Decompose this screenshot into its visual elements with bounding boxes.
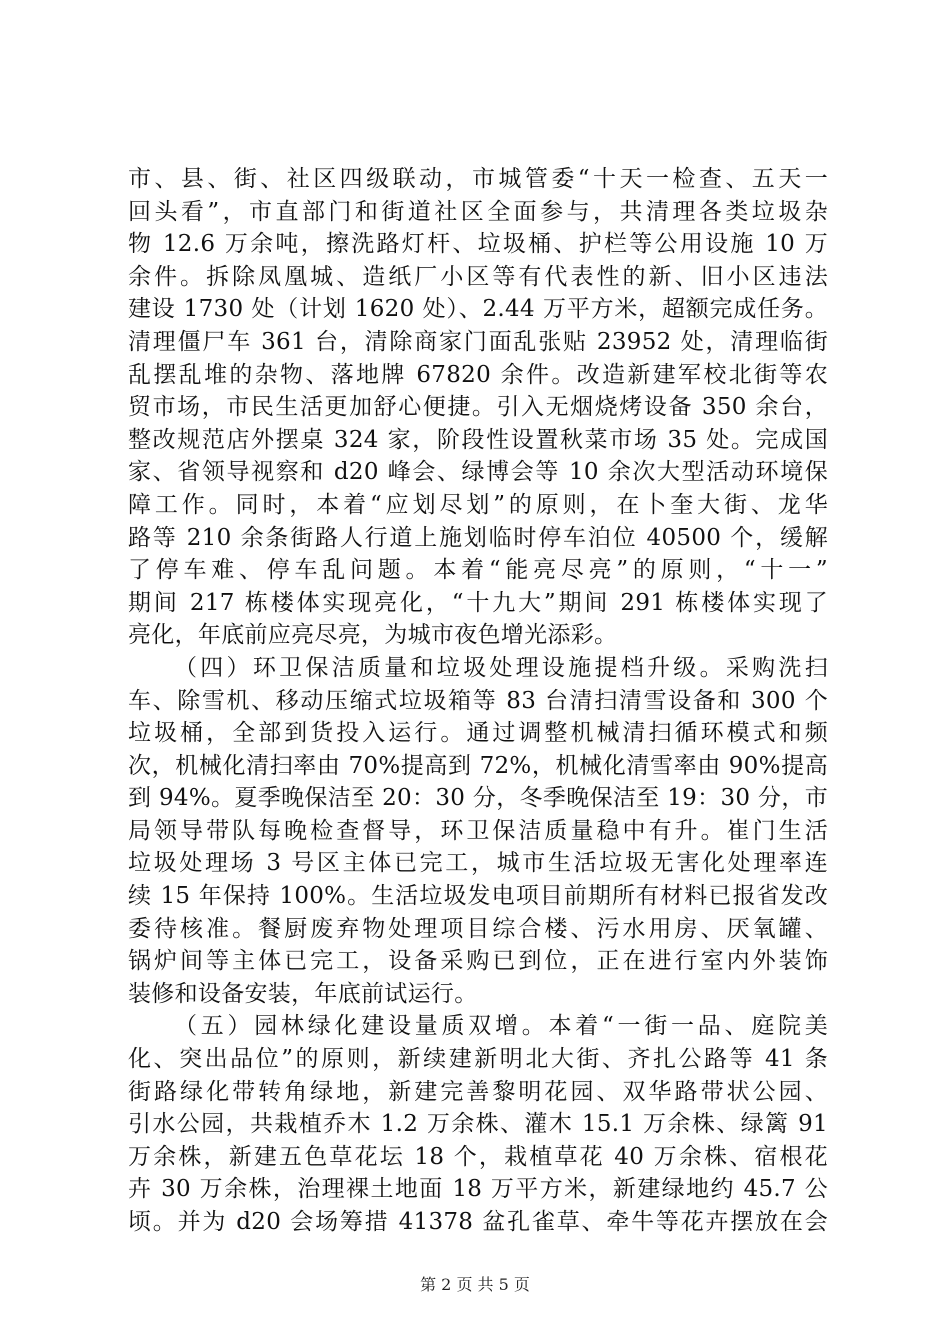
text-line: 障工作。同时，本着“应划尽划”的原则，在卜奎大街、龙华 [128,491,828,518]
text-line: 车、除雪机、移动压缩式垃圾箱等 83 台清扫清雪设备和 300 个 [128,687,828,714]
paragraph-end-line: 亮化，年底前应亮尽亮，为城市夜色增光添彩。 [128,622,618,649]
text-line: 垃圾桶，全部到货投入运行。通过调整机械清扫循环模式和频 [128,720,828,747]
text-line: 建设 1730 处（计划 1620 处）、2.44 万平方米，超额完成任务。 [128,296,828,323]
text-line: 期间 217 栋楼体实现亮化，“十九大”期间 291 栋楼体实现了 [128,589,828,616]
text-line: 乱摆乱堆的杂物、落地牌 67820 余件。改造新建军校北街等农 [128,361,828,388]
text-line: 续 15 年保持 100%。生活垃圾发电项目前期所有材料已报省发改 [128,883,828,910]
text-line: 物 12.6 万余吨，擦洗路灯杆、垃圾桶、护栏等公用设施 10 万 [128,231,828,258]
text-line: 贸市场，市民生活更加舒心便捷。引入无烟烧烤设备 350 余台， [128,394,828,421]
text-line: 了停车难、停车乱问题。本着“能亮尽亮”的原则，“十一” [128,557,828,584]
text-line: 垃圾处理场 3 号区主体已完工，城市生活垃圾无害化处理率连 [128,850,828,877]
text-line: 顷。并为 d20 会场筹措 41378 盆孔雀草、牵牛等花卉摆放在会 [128,1209,828,1235]
text-line: 市、县、街、社区四级联动，市城管委“十天一检查、五天一 [128,166,828,192]
paragraph-end-line: 装修和设备安装，年底前试运行。 [128,980,478,1007]
text-line: 回头看”，市直部门和街道社区全面参与，共清理各类垃圾杂 [128,198,828,225]
text-line: 到 94%。夏季晚保洁至 20：30 分，冬季晚保洁至 19：30 分，市 [128,785,828,812]
section-heading-line: （五）园林绿化建设量质双增。本着“一街一品、庭院美 [174,1013,828,1040]
text-line: 清理僵尸车 361 台，清除商家门面乱张贴 23952 处，清理临街 [128,328,828,355]
text-line: 整改规范店外摆桌 324 家，阶段性设置秋菜市场 35 处。完成国 [128,426,828,453]
text-line: 次，机械化清扫率由 70%提高到 72%，机械化清雪率由 90%提高 [128,752,828,779]
section-heading-line: （四）环卫保洁质量和垃圾处理设施提档升级。采购洗扫 [174,654,828,681]
text-line: 路等 210 余条街路人行道上施划临时停车泊位 40500 个，缓解 [128,524,828,551]
body-text [128,163,828,1239]
text-line: 委待核准。餐厨废弃物处理项目综合楼、污水用房、厌氧罐、 [128,915,828,942]
text-line: 街路绿化带转角绿地，新建完善黎明花园、双华路带状公园、 [128,1078,828,1105]
page-number-footer: 第 2 页 共 5 页 [420,1275,530,1294]
text-line: 余件。拆除凤凰城、造纸厂小区等有代表性的新、旧小区违法 [128,263,828,290]
text-line: 卉 30 万余株，治理裸土地面 18 万平方米，新建绿地约 45.7 公 [128,1176,828,1203]
text-line: 锅炉间等主体已完工，设备采购已到位，正在进行室内外装饰 [128,948,828,975]
text-line: 引水公园，共栽植乔木 1.2 万余株、灌木 15.1 万余株、绿篱 91 [128,1111,828,1138]
text-line: 化、突出品位”的原则，新续建新明北大街、齐扎公路等 41 条 [128,1046,828,1073]
text-line: 局领导带队每晚检查督导，环卫保洁质量稳中有升。崔门生活 [128,817,828,844]
text-line: 万余株，新建五色草花坛 18 个，栽植草花 40 万余株、宿根花 [128,1143,828,1170]
text-line: 家、省领导视察和 d20 峰会、绿博会等 10 余次大型活动环境保 [128,459,828,486]
